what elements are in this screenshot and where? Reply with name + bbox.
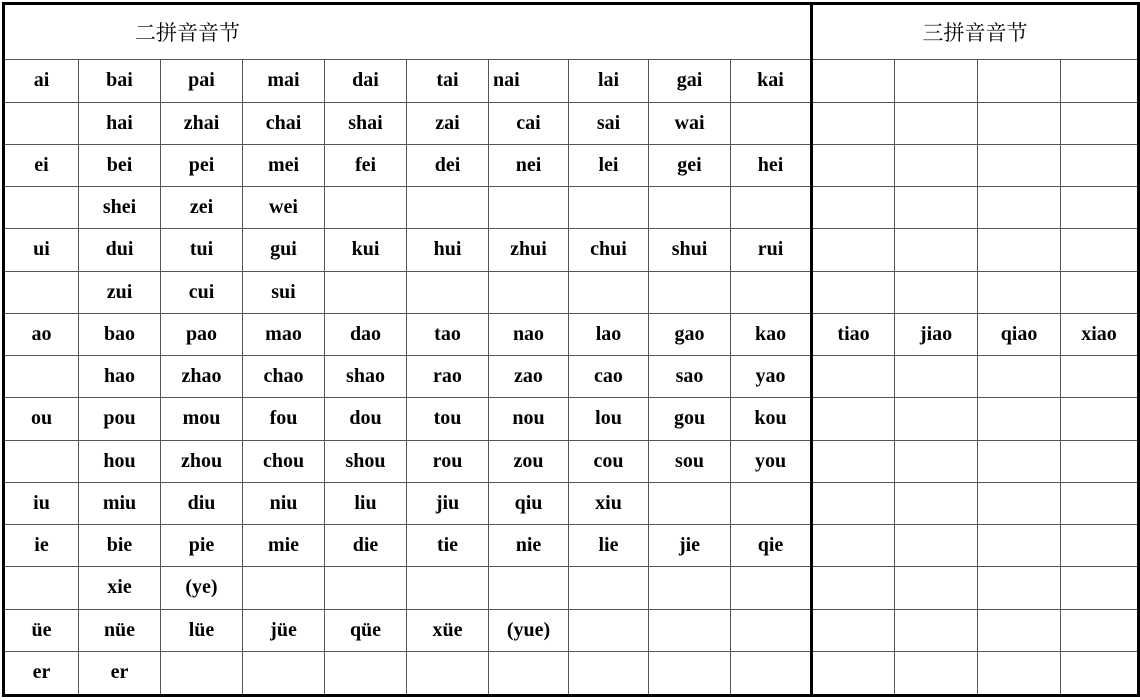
three-part-syllable-cell xyxy=(895,144,978,186)
table-row xyxy=(4,102,1139,144)
two-part-syllable-cell: tao xyxy=(407,313,489,355)
three-part-syllable-cell xyxy=(1061,144,1139,186)
two-part-syllable-cell: bao xyxy=(79,313,161,355)
three-part-syllable-cell xyxy=(895,567,978,609)
three-part-syllable-cell xyxy=(895,356,978,398)
two-part-syllable-cell xyxy=(243,567,325,609)
two-part-syllable-cell: diu xyxy=(161,482,243,524)
two-part-syllable-cell: nie xyxy=(489,525,569,567)
table-row xyxy=(4,187,1139,229)
final-cell xyxy=(4,356,79,398)
two-part-syllable-cell xyxy=(325,567,407,609)
three-part-syllable-cell xyxy=(978,356,1061,398)
three-part-syllable-cell xyxy=(895,398,978,440)
two-part-syllable-cell: zai xyxy=(407,102,489,144)
table-row xyxy=(4,525,1139,567)
two-part-syllable-cell: cou xyxy=(569,440,649,482)
two-part-syllable-cell: shai xyxy=(325,102,407,144)
three-part-syllable-cell xyxy=(895,525,978,567)
two-part-syllable-cell: hui xyxy=(407,229,489,271)
three-part-syllable-cell xyxy=(978,229,1061,271)
table-row xyxy=(4,440,1139,482)
two-part-syllable-cell: chai xyxy=(243,102,325,144)
two-part-syllable-cell: rui xyxy=(731,229,812,271)
two-part-syllable-cell: liu xyxy=(325,482,407,524)
two-part-syllable-cell: lei xyxy=(569,144,649,186)
two-part-syllable-cell: lai xyxy=(569,60,649,102)
two-part-syllable-cell xyxy=(649,271,731,313)
two-part-syllable-cell xyxy=(569,187,649,229)
three-part-syllable-cell xyxy=(1061,398,1139,440)
two-part-syllable-cell: dai xyxy=(325,60,407,102)
three-part-syllable-cell xyxy=(1061,567,1139,609)
two-part-syllables-header: 二拼音音节 xyxy=(4,4,812,60)
two-part-syllable-cell: niu xyxy=(243,482,325,524)
two-part-syllable-cell: tou xyxy=(407,398,489,440)
two-part-syllable-cell: hei xyxy=(731,144,812,186)
two-part-syllable-cell: kui xyxy=(325,229,407,271)
three-part-syllable-cell xyxy=(1061,609,1139,651)
two-part-syllable-cell: chui xyxy=(569,229,649,271)
three-part-syllable-cell xyxy=(1061,356,1139,398)
two-part-syllable-cell xyxy=(649,187,731,229)
two-part-syllable-cell xyxy=(407,271,489,313)
table-row xyxy=(4,144,1139,186)
two-part-syllable-cell: tai xyxy=(407,60,489,102)
two-part-syllable-cell: jie xyxy=(649,525,731,567)
two-part-syllable-cell xyxy=(731,609,812,651)
two-part-syllable-cell: sai xyxy=(569,102,649,144)
final-cell: ie xyxy=(4,525,79,567)
two-part-syllable-cell: zhai xyxy=(161,102,243,144)
two-part-syllable-cell: nüe xyxy=(79,609,161,651)
final-cell xyxy=(4,102,79,144)
two-part-syllable-cell: miu xyxy=(79,482,161,524)
two-part-syllable-cell: qie xyxy=(731,525,812,567)
final-cell: er xyxy=(4,651,79,695)
three-part-syllable-cell xyxy=(978,567,1061,609)
two-part-syllable-cell xyxy=(569,609,649,651)
two-part-syllable-cell: wai xyxy=(649,102,731,144)
three-part-syllable-cell xyxy=(1061,440,1139,482)
three-part-syllable-cell xyxy=(812,229,895,271)
three-part-syllable-cell xyxy=(1061,651,1139,695)
final-cell: ei xyxy=(4,144,79,186)
three-part-syllable-cell xyxy=(978,187,1061,229)
two-part-syllable-cell xyxy=(407,187,489,229)
three-part-syllable-cell xyxy=(895,229,978,271)
two-part-syllable-cell: zou xyxy=(489,440,569,482)
two-part-syllable-cell: kai xyxy=(731,60,812,102)
two-part-syllable-cell xyxy=(489,567,569,609)
two-part-syllable-cell: nai xyxy=(489,60,569,102)
final-cell xyxy=(4,440,79,482)
three-part-syllable-cell xyxy=(895,651,978,695)
two-part-syllable-cell: sao xyxy=(649,356,731,398)
three-part-syllable-cell xyxy=(978,525,1061,567)
three-part-syllable-cell xyxy=(895,271,978,313)
three-part-syllable-cell xyxy=(895,609,978,651)
three-part-syllable-cell xyxy=(1061,102,1139,144)
two-part-syllable-cell: nao xyxy=(489,313,569,355)
two-part-syllable-cell xyxy=(649,482,731,524)
two-part-syllable-cell: dou xyxy=(325,398,407,440)
two-part-syllable-cell: zui xyxy=(79,271,161,313)
two-part-syllable-cell: jüe xyxy=(243,609,325,651)
three-part-syllable-cell xyxy=(812,482,895,524)
three-part-syllable-cell xyxy=(895,440,978,482)
three-part-syllable-cell xyxy=(812,609,895,651)
table-row xyxy=(4,271,1139,313)
two-part-syllable-cell: dao xyxy=(325,313,407,355)
table-row xyxy=(4,609,1139,651)
table-row xyxy=(4,482,1139,524)
table-row xyxy=(4,60,1139,102)
two-part-syllable-cell: qüe xyxy=(325,609,407,651)
three-part-syllable-cell xyxy=(978,440,1061,482)
two-part-syllable-cell: zei xyxy=(161,187,243,229)
two-part-syllable-cell: pou xyxy=(79,398,161,440)
two-part-syllable-cell: shou xyxy=(325,440,407,482)
two-part-syllable-cell xyxy=(731,482,812,524)
two-part-syllable-cell: sui xyxy=(243,271,325,313)
two-part-syllable-cell: bei xyxy=(79,144,161,186)
two-part-syllable-cell: mao xyxy=(243,313,325,355)
two-part-syllable-cell xyxy=(569,567,649,609)
two-part-syllable-cell: yao xyxy=(731,356,812,398)
three-part-syllable-cell xyxy=(812,271,895,313)
two-part-syllable-cell: pie xyxy=(161,525,243,567)
three-part-syllable-cell xyxy=(812,144,895,186)
two-part-syllable-cell: zao xyxy=(489,356,569,398)
three-part-syllable-cell xyxy=(812,187,895,229)
three-part-syllable-cell xyxy=(812,398,895,440)
two-part-syllable-cell: rao xyxy=(407,356,489,398)
three-part-syllable-cell: xiao xyxy=(1061,313,1139,355)
final-cell: ui xyxy=(4,229,79,271)
two-part-syllable-cell: (yue) xyxy=(489,609,569,651)
two-part-syllable-cell: pao xyxy=(161,313,243,355)
two-part-syllable-cell xyxy=(489,187,569,229)
three-part-syllable-cell xyxy=(1061,187,1139,229)
table-row xyxy=(4,651,1139,695)
three-part-syllable-cell xyxy=(812,651,895,695)
two-part-syllable-cell: nou xyxy=(489,398,569,440)
three-part-syllable-cell xyxy=(1061,60,1139,102)
final-cell xyxy=(4,187,79,229)
two-part-syllable-cell: fou xyxy=(243,398,325,440)
two-part-syllable-cell xyxy=(489,271,569,313)
two-part-syllable-cell: hai xyxy=(79,102,161,144)
two-part-syllable-cell xyxy=(649,651,731,695)
two-part-syllable-cell: gao xyxy=(649,313,731,355)
two-part-syllable-cell: tie xyxy=(407,525,489,567)
two-part-syllable-cell: dui xyxy=(79,229,161,271)
two-part-syllable-cell: bai xyxy=(79,60,161,102)
three-part-syllable-cell xyxy=(812,102,895,144)
two-part-syllable-cell: mai xyxy=(243,60,325,102)
three-part-syllable-cell xyxy=(978,398,1061,440)
two-part-syllable-cell: kou xyxy=(731,398,812,440)
three-part-syllable-cell xyxy=(978,144,1061,186)
two-part-syllable-cell xyxy=(325,271,407,313)
two-part-syllable-cell xyxy=(325,187,407,229)
final-cell: üe xyxy=(4,609,79,651)
two-part-syllable-cell: cai xyxy=(489,102,569,144)
three-part-syllable-cell xyxy=(812,440,895,482)
two-part-syllable-cell: bie xyxy=(79,525,161,567)
two-part-syllable-cell: gui xyxy=(243,229,325,271)
two-part-syllable-cell: chou xyxy=(243,440,325,482)
two-part-syllable-cell: lou xyxy=(569,398,649,440)
three-part-syllable-cell: jiao xyxy=(895,313,978,355)
two-part-syllable-cell: zhui xyxy=(489,229,569,271)
two-part-syllable-cell: xiu xyxy=(569,482,649,524)
two-part-syllable-cell xyxy=(649,567,731,609)
two-part-syllable-cell xyxy=(731,102,812,144)
two-part-syllable-cell: you xyxy=(731,440,812,482)
table-row xyxy=(4,229,1139,271)
two-part-syllable-cell xyxy=(407,567,489,609)
two-part-syllable-cell: hao xyxy=(79,356,161,398)
final-cell xyxy=(4,567,79,609)
final-cell: ai xyxy=(4,60,79,102)
two-part-syllable-cell xyxy=(243,651,325,695)
final-cell: iu xyxy=(4,482,79,524)
three-part-syllable-cell xyxy=(812,60,895,102)
pinyin-syllable-table xyxy=(2,2,1140,697)
two-part-syllable-cell: zhao xyxy=(161,356,243,398)
two-part-syllable-cell xyxy=(407,651,489,695)
table-row xyxy=(4,398,1139,440)
table-row xyxy=(4,356,1139,398)
three-part-syllable-cell xyxy=(1061,229,1139,271)
two-part-syllable-cell: zhou xyxy=(161,440,243,482)
two-part-syllable-cell: gou xyxy=(649,398,731,440)
two-part-syllable-cell: lao xyxy=(569,313,649,355)
two-part-syllable-cell: mou xyxy=(161,398,243,440)
two-part-syllable-cell: rou xyxy=(407,440,489,482)
two-part-syllable-cell: pai xyxy=(161,60,243,102)
two-part-syllable-cell: er xyxy=(79,651,161,695)
three-part-syllable-cell xyxy=(895,187,978,229)
two-part-syllable-cell: (ye) xyxy=(161,567,243,609)
two-part-syllable-cell: lie xyxy=(569,525,649,567)
two-part-syllable-cell xyxy=(731,651,812,695)
two-part-syllable-cell: gai xyxy=(649,60,731,102)
two-part-syllable-cell xyxy=(731,567,812,609)
two-part-syllable-cell: jiu xyxy=(407,482,489,524)
final-cell xyxy=(4,271,79,313)
two-part-syllable-cell: mie xyxy=(243,525,325,567)
two-part-syllable-cell xyxy=(489,651,569,695)
two-part-syllable-cell: mei xyxy=(243,144,325,186)
two-part-syllable-cell xyxy=(569,271,649,313)
table-row xyxy=(4,313,1139,355)
two-part-syllable-cell: shei xyxy=(79,187,161,229)
two-part-syllable-cell: gei xyxy=(649,144,731,186)
two-part-syllable-cell xyxy=(731,271,812,313)
two-part-syllable-cell xyxy=(325,651,407,695)
three-part-syllable-cell xyxy=(1061,271,1139,313)
two-part-syllable-cell: qiu xyxy=(489,482,569,524)
two-part-syllable-cell: hou xyxy=(79,440,161,482)
two-part-syllable-cell: nei xyxy=(489,144,569,186)
two-part-syllable-cell xyxy=(649,609,731,651)
two-part-syllable-cell: die xyxy=(325,525,407,567)
two-part-syllable-cell: xie xyxy=(79,567,161,609)
three-part-syllable-cell xyxy=(895,60,978,102)
three-part-syllable-cell xyxy=(895,102,978,144)
three-part-syllable-cell xyxy=(978,102,1061,144)
three-part-syllable-cell xyxy=(978,482,1061,524)
three-part-syllable-cell: qiao xyxy=(978,313,1061,355)
two-part-syllable-cell: pei xyxy=(161,144,243,186)
two-part-syllable-cell: wei xyxy=(243,187,325,229)
two-part-syllable-cell: fei xyxy=(325,144,407,186)
final-cell: ou xyxy=(4,398,79,440)
two-part-syllable-cell: cao xyxy=(569,356,649,398)
two-part-syllable-cell: dei xyxy=(407,144,489,186)
three-part-syllable-cell: tiao xyxy=(812,313,895,355)
two-part-syllable-cell: xüe xyxy=(407,609,489,651)
three-part-syllable-cell xyxy=(812,567,895,609)
three-part-syllable-cell xyxy=(812,525,895,567)
three-part-syllable-cell xyxy=(812,356,895,398)
two-part-syllable-cell: lüe xyxy=(161,609,243,651)
two-part-syllable-cell: shao xyxy=(325,356,407,398)
three-part-syllable-cell xyxy=(1061,525,1139,567)
three-part-syllable-cell xyxy=(978,271,1061,313)
two-part-syllable-cell: kao xyxy=(731,313,812,355)
three-part-syllable-cell xyxy=(895,482,978,524)
two-part-syllable-cell xyxy=(569,651,649,695)
table-body xyxy=(4,4,1139,696)
final-cell: ao xyxy=(4,313,79,355)
two-part-syllable-cell xyxy=(731,187,812,229)
three-part-syllable-cell xyxy=(978,651,1061,695)
three-part-syllable-cell xyxy=(978,60,1061,102)
two-part-syllable-cell: tui xyxy=(161,229,243,271)
table-row xyxy=(4,567,1139,609)
table-header-row xyxy=(4,4,1139,60)
two-part-syllable-cell: cui xyxy=(161,271,243,313)
three-part-syllable-cell xyxy=(1061,482,1139,524)
two-part-syllable-cell: shui xyxy=(649,229,731,271)
three-part-syllable-cell xyxy=(978,609,1061,651)
two-part-syllable-cell: sou xyxy=(649,440,731,482)
two-part-syllable-cell: chao xyxy=(243,356,325,398)
two-part-syllable-cell xyxy=(161,651,243,695)
three-part-syllables-header: 三拼音音节 xyxy=(812,4,1139,60)
